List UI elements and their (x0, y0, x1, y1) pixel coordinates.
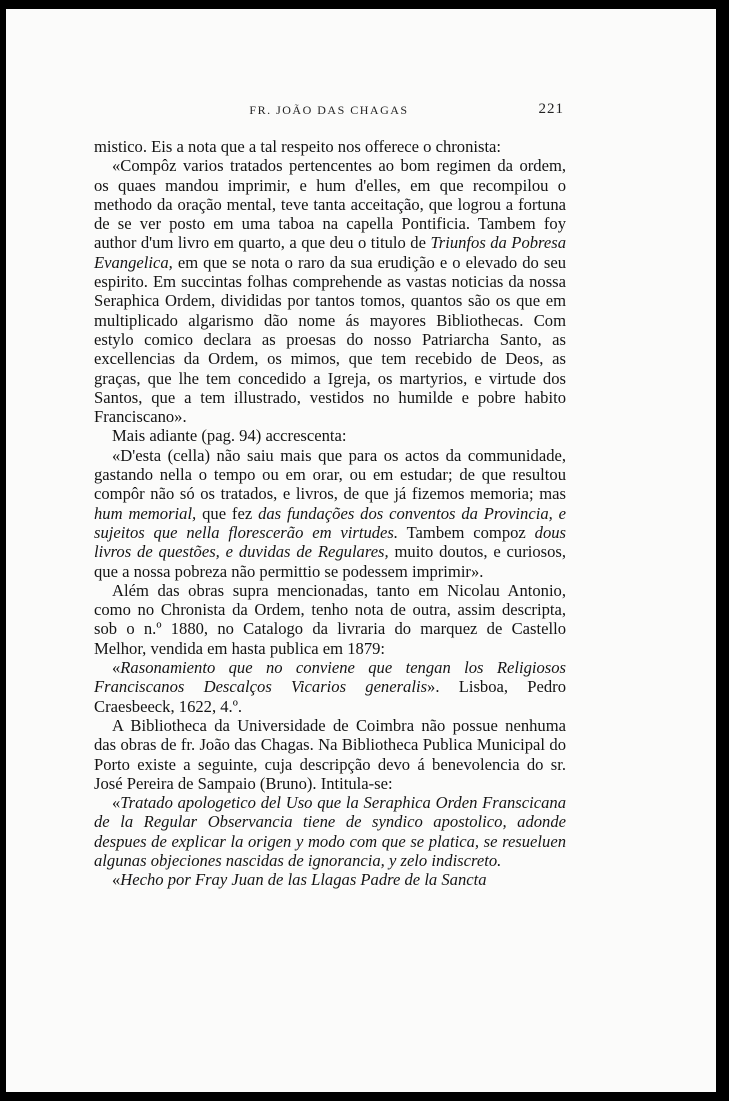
paragraph (94, 446, 566, 581)
body-text (94, 137, 566, 890)
text-run: « (112, 793, 121, 813)
paragraph: Mais adiante (pag. 94) accrescenta: (112, 426, 347, 446)
page-number: 221 (538, 101, 564, 117)
italic-run: Rasonamiento que no conviene que tengan los Religiosos Franciscanos Descalços Vicarios generalis (94, 658, 566, 697)
paragraph (94, 870, 566, 889)
running-title: FR. JOÃO DAS CHAGAS (249, 103, 409, 117)
italic-run: hum memorial, (94, 503, 197, 523)
text-run: muito doutos, e curiosos, que a nossa pobreza não permittio se podessem imprimir». (94, 542, 566, 581)
paragraph (94, 793, 566, 870)
text-run: Tambem compoz (398, 522, 535, 542)
paragraph (94, 156, 566, 426)
paragraph: Além das obras supra mencionadas, tanto em Nicolau Antonio, como no Chronista da Ordem, tenho nota de outra, assim descripta, sob o n.º 1880, no Catalogo da livraria do marquez de Castello Melhor, vendida em hasta publica em 1879: (94, 580, 566, 658)
text-run: em que se nota o raro da sua erudição e o elevado do seu espirito. Em succintas folhas comprehende as vastas noticias da nossa Seraphica Ordem, divididas por tantos tomos, quantos são os que em multiplicado algarismo dão nome ás mayores Bibliothecas. Com estylo comico declara as proesas do nosso Patriarcha Santo, as excellencias da Ordem, os mimos, que tem recebido de Deos, as graças, que lhe tem concedido a Igreja, os martyrios, e virtude dos Santos, que a tem illustrado, vestidos no humilde e pobre habito Franciscano». (94, 252, 566, 427)
italic-run: dous livros de questões, e duvidas de Regulares, (94, 522, 566, 562)
text-run: « (112, 658, 121, 678)
text-run: que fez (196, 503, 259, 523)
italic-run: das fundações dos conventos da Provincia, e sujeitos que nella florescerão em virtudes. (94, 503, 566, 542)
paragraph (94, 658, 566, 716)
italic-run: Tratado apologetico del Uso que la Seraphica Orden Franscicana de la Regular Observancia tiene de syndico apostolico, adonde despues de explicar la origen y modo com que se platica, se resueluen algunas objeciones nascidas de ignorancia, y zelo indiscreto. (94, 793, 566, 870)
paragraph: mistico. Eis a nota que a tal respeito nos offerece o chronista: (94, 137, 502, 156)
paragraph: A Bibliotheca da Universidade de Coimbra não possue nenhuma das obras de fr. João das Chagas. Na Bibliotheca Publica Municipal do Porto existe a seguinte, cuja descripção devo á benevolencia do sr. José Pereira de Sampaio (Bruno). Intitula-se: (94, 715, 566, 793)
italic-run: Triunfos da Pobresa Evangelica, (94, 233, 566, 272)
text-run: « (112, 870, 121, 890)
text-run: «Compôz varios tratados pertencentes ao bom regimen da ordem, os quaes mandou imprimir, e hum d'elles, em que recompilou o methodo da oração mental, teve tanta acceitação, que logrou a fortuna de se ver posto em uma taboa na capella Pontificia. Tambem foy author d'um livro em quarto, a que deu o titulo de (94, 156, 566, 253)
italic-run: Hecho por Fray Juan de las Llagas Padre de la Sancta (120, 870, 487, 890)
text-run: «D'esta (cella) não saiu mais que para os actos da communidade, gastando nella o tempo ou em orar, ou em estudar; de que resultou compôr não só os tratados, e livros, de que já fizemos memoria; mas (94, 445, 566, 504)
text-run: ». Lisboa, Pedro Craesbeeck, 1622, 4.º. (94, 677, 566, 716)
